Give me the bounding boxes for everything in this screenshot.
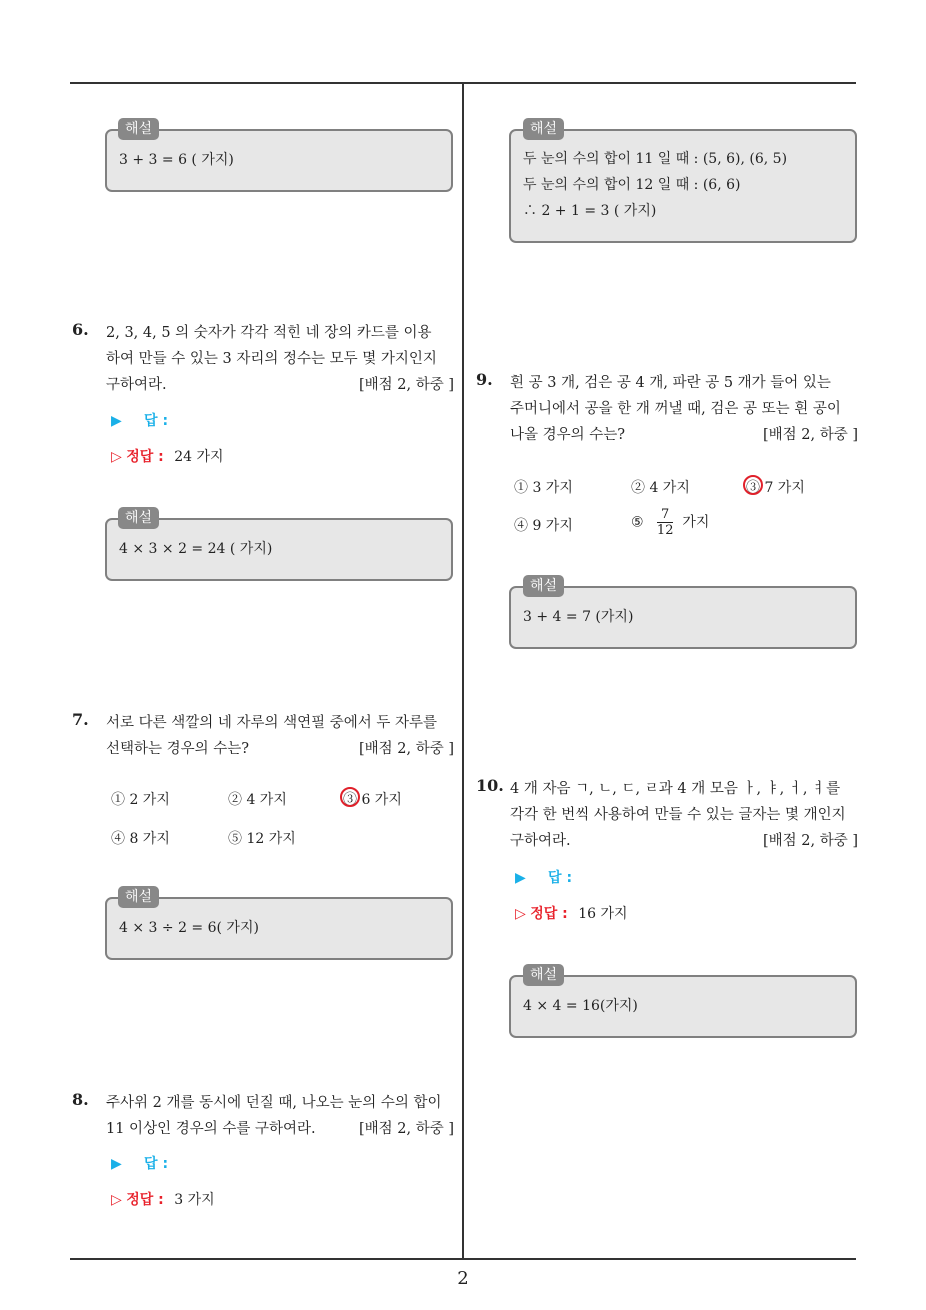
correct-label: 정답 : (530, 906, 568, 922)
answer-row (515, 867, 572, 887)
solution-line: ∴ 2 + 1 = 3 ( 가지) (523, 203, 657, 219)
question-number: 10. (476, 776, 504, 795)
answer-row (111, 410, 168, 430)
score-label: [배점 2, 하중 ] (358, 741, 454, 757)
solution-line: 4 × 4 = 16(가지) (523, 998, 638, 1014)
column-divider (462, 82, 464, 1260)
option-3[interactable]: ③ 6 가지 (343, 792, 402, 808)
correct-answer-row (515, 903, 628, 923)
question-number: 9. (476, 370, 493, 389)
correct-arrow-icon: ▷ (111, 1192, 122, 1208)
question-text: 주사위 2 개를 동시에 던질 때, 나오는 눈의 수의 합이 11 이상인 경우의 수를 구하여라. [배점 2, 하중 ] (106, 1090, 454, 1142)
solution-tag: 해설 (523, 575, 564, 597)
answer-arrow-icon: ▶ (515, 870, 526, 886)
solution-line: 두 눈의 수의 합이 12 일 때 : (6, 6) (523, 177, 741, 193)
question-text: 4 개 자음 ㄱ, ㄴ, ㄷ, ㄹ과 4 개 모음 ㅏ, ㅑ, ㅓ, ㅕ를 각각 한 번씩 사용하여 만들 수 있는 글자는 몇 개인지 구하여라. [배점 2, 하중 ] (510, 776, 858, 854)
question-text: 2, 3, 4, 5 의 숫자가 각각 적힌 네 장의 카드를 이용 하여 만들 수 있는 3 자리의 정수는 모두 몇 가지인지 구하여라. [배점 2, 하중 ] (106, 320, 454, 398)
selected-answer-circle-icon (743, 475, 763, 495)
score-label: [배점 2, 하중 ] (762, 833, 858, 849)
correct-label: 정답 : (126, 1192, 164, 1208)
option-1[interactable]: ① 2 가지 (111, 792, 170, 808)
option-2[interactable]: ② 4 가지 (228, 792, 287, 808)
solution-tag: 해설 (118, 507, 159, 529)
solution-line: 4 × 3 ÷ 2 = 6( 가지) (119, 920, 259, 936)
solution-tag: 해설 (118, 118, 159, 140)
question-text: 흰 공 3 개, 검은 공 4 개, 파란 공 5 개가 들어 있는 주머니에서 공을 한 개 꺼낼 때, 검은 공 또는 흰 공이 나올 경우의 수는? [배점 2, 하중 ] (510, 370, 858, 448)
correct-arrow-icon: ▷ (111, 449, 122, 465)
score-label: [배점 2, 하중 ] (358, 377, 454, 393)
solution-tag: 해설 (523, 964, 564, 986)
bottom-rule (70, 1258, 856, 1260)
score-label: [배점 2, 하중 ] (762, 427, 858, 443)
fraction: $\frac{7}{12}$ (656, 507, 674, 538)
option-3[interactable]: ③ 7 가지 (746, 480, 805, 496)
question-number: 8. (72, 1090, 89, 1109)
answer-arrow-icon: ▶ (111, 413, 122, 429)
option-2[interactable]: ② 4 가지 (631, 480, 690, 496)
correct-arrow-icon: ▷ (515, 906, 526, 922)
question-number: 6. (72, 320, 89, 339)
answer-label: 답 : (144, 413, 169, 429)
answer-row (111, 1153, 168, 1173)
question-number: 7. (72, 710, 89, 729)
solution-box (509, 129, 857, 243)
solution-line: 두 눈의 수의 합이 11 일 때 : (5, 6), (6, 5) (523, 151, 788, 167)
option-4[interactable]: ④ 9 가지 (514, 518, 573, 534)
correct-answer-row (111, 446, 224, 466)
option-5[interactable]: ⑤ 12 가지 (228, 831, 296, 847)
solution-line: 3 + 3 = 6 ( 가지) (119, 152, 234, 168)
correct-value: 24 가지 (174, 449, 224, 465)
answer-arrow-icon: ▶ (111, 1156, 122, 1172)
correct-value: 3 가지 (174, 1192, 215, 1208)
question-text: 서로 다른 색깔의 네 자루의 색연필 중에서 두 자루를 선택하는 경우의 수는? [배점 2, 하중 ] (106, 710, 454, 762)
answer-label: 답 : (144, 1156, 169, 1172)
solution-tag: 해설 (523, 118, 564, 140)
solution-line: 4 × 3 × 2 = 24 ( 가지) (119, 541, 273, 557)
answer-label: 답 : (548, 870, 573, 886)
option-5[interactable]: ⑤ $\frac{7}{12}$ 가지 (631, 507, 710, 538)
correct-label: 정답 : (126, 449, 164, 465)
score-label: [배점 2, 하중 ] (358, 1121, 454, 1137)
solution-tag: 해설 (118, 886, 159, 908)
correct-answer-row (111, 1189, 215, 1209)
page-number: 2 (457, 1268, 469, 1289)
option-1[interactable]: ① 3 가지 (514, 480, 573, 496)
option-4[interactable]: ④ 8 가지 (111, 831, 170, 847)
correct-value: 16 가지 (578, 906, 628, 922)
solution-line: 3 + 4 = 7 (가지) (523, 609, 634, 625)
selected-answer-circle-icon (340, 787, 360, 807)
